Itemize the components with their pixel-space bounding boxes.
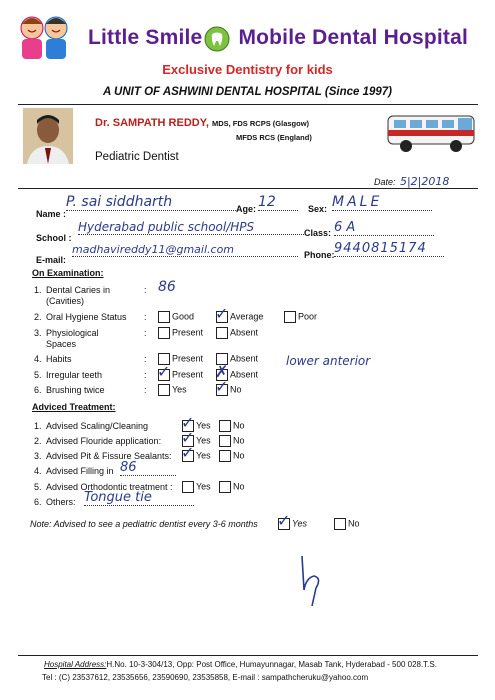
footer-divider xyxy=(18,655,478,656)
spaces-absent-checkbox[interactable] xyxy=(216,327,228,339)
note-no-checkbox[interactable] xyxy=(334,518,346,530)
header-divider xyxy=(18,104,478,105)
advised-item-2: 2. Advised Flouride application: ✓ Yes No xyxy=(34,428,245,447)
fluoride-no-checkbox[interactable] xyxy=(219,435,231,447)
doctor-name: Dr. SAMPATH REDDY, MDS, FDS RCPS (Glasgow) xyxy=(95,117,310,129)
average-checkbox[interactable]: ✓ xyxy=(215,304,229,323)
bus-icon xyxy=(386,110,478,156)
exam-heading: On Examination: xyxy=(32,268,104,278)
school-value: Hyderabad public school/HPS xyxy=(78,220,306,235)
exam-item-4: 4. Habits : Present Absent xyxy=(34,353,259,364)
others-value: Tongue tie xyxy=(84,490,194,506)
date-field: Date: 5|2|2018 xyxy=(374,175,450,188)
footer-address: Hospital Address:H.No. 10-3-304/13, Opp: Post Office, Humayunnagar, Masab Tank, Hyderabad - 500 028.T.S. xyxy=(44,660,437,669)
advised-item-3: 3. Advised Pit & Fissure Sealants: ✓ Yes No xyxy=(34,443,245,462)
note-row: Note: Advised to see a pediatric dentist every 3-6 months ✓ Yes No xyxy=(30,511,360,530)
irregular-note: lower anterior xyxy=(286,354,371,368)
ortho-no-checkbox[interactable] xyxy=(219,481,231,493)
hospital-subtitle: Exclusive Dentistry for kids xyxy=(162,62,333,77)
exam-item-6: 6. Brushing twice : Yes ✓ No xyxy=(34,377,242,396)
name-value: P. sai siddharth xyxy=(66,194,236,211)
scaling-yes-checkbox[interactable]: ✓ xyxy=(181,413,195,432)
doctor-divider xyxy=(18,188,478,189)
exam-item-2: 2. Oral Hygiene Status : Good ✓ Average Poor xyxy=(34,304,318,323)
irregular-present-checkbox[interactable]: ✓ xyxy=(157,362,171,381)
irregular-absent-checkbox[interactable]: ✗ xyxy=(215,362,229,381)
advised-item-6: 6. Others: Tongue tie xyxy=(34,497,454,507)
doctor-specialty: Pediatric Dentist xyxy=(95,151,179,163)
brushing-no-checkbox[interactable]: ✓ xyxy=(215,377,229,396)
hospital-title: Little Smile Mobile Dental Hospital xyxy=(88,26,469,49)
advised-item-4: 4. Advised Filling in 86 xyxy=(34,466,454,476)
fluoride-yes-checkbox[interactable]: ✓ xyxy=(181,428,195,447)
doctor-signature xyxy=(292,548,332,608)
age-value: 12 xyxy=(258,194,298,211)
email-value: madhavireddy11@gmail.com xyxy=(72,243,298,257)
brushing-yes-checkbox[interactable] xyxy=(158,384,170,396)
name-row: Name : P. sai siddharth Age: 12 Sex: MALE xyxy=(36,204,456,222)
phone-value: 9440815174 xyxy=(334,241,444,257)
good-checkbox[interactable] xyxy=(158,311,170,323)
class-value: 6 A xyxy=(334,220,434,236)
email-row: E-mail: madhavireddy11@gmail.com Phone: 9440815174 xyxy=(36,250,456,268)
sealants-no-checkbox[interactable] xyxy=(219,450,231,462)
filling-value: 86 xyxy=(120,460,176,476)
advised-item-5: 5. Advised Orthodontic treatment : Yes No xyxy=(34,481,245,492)
school-row: School : Hyderabad public school/HPS Class: 6 A xyxy=(36,228,456,246)
exam-item-5: 5. Irregular teeth : ✓ Present ✗ Absent lower anterior xyxy=(34,354,371,381)
poor-checkbox[interactable] xyxy=(284,311,296,323)
caries-value: 86 xyxy=(158,279,176,295)
doctor-photo xyxy=(23,108,73,164)
exam-item-1: 1. Dental Caries in (Cavities) : 86 xyxy=(34,279,176,306)
kids-logo xyxy=(14,12,76,64)
note-yes-checkbox[interactable]: ✓ xyxy=(277,511,291,530)
exam-item-3: 3. Physiological Spaces : Present Absent xyxy=(34,327,259,349)
advised-heading: Adviced Treatment: xyxy=(32,402,116,412)
sealants-yes-checkbox[interactable]: ✓ xyxy=(181,443,195,462)
unit-line: A UNIT OF ASHWINI DENTAL HOSPITAL (Since 1997) xyxy=(102,86,393,98)
sex-value: MALE xyxy=(332,194,432,211)
scaling-no-checkbox[interactable] xyxy=(219,420,231,432)
spaces-present-checkbox[interactable] xyxy=(158,327,170,339)
footer-contact: Tel : (C) 23537612, 23535656, 23590690, 23535858, E-mail : sampathcheruku@yahoo.com xyxy=(42,673,369,682)
doctor-degrees: MFDS RCS (England) xyxy=(236,133,312,142)
advised-item-1: 1. Advised Scaling/Cleaning ✓ Yes No xyxy=(34,413,245,432)
